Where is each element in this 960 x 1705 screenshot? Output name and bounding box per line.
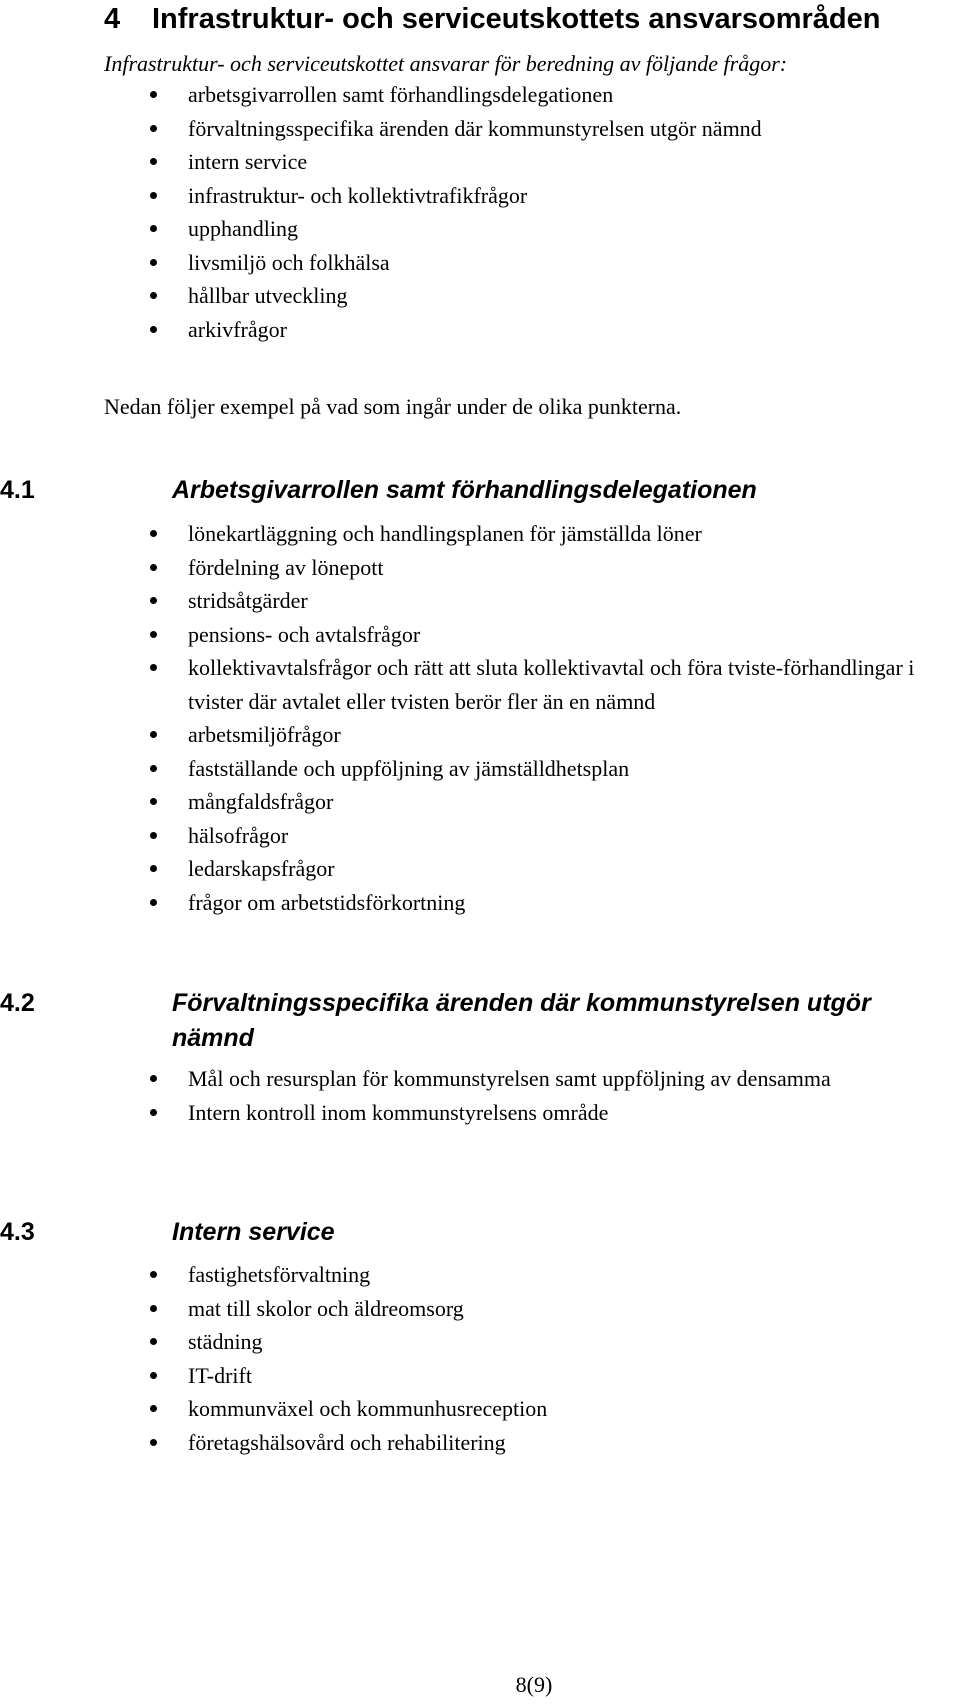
list-item: pensions- och avtalsfrågor: [0, 618, 960, 652]
bullet-icon: [150, 765, 157, 772]
list-item: mångfaldsfrågor: [0, 785, 960, 819]
bullet-icon: [150, 832, 157, 839]
list-item: infrastruktur- och kollektivtrafikfrågor: [0, 179, 960, 213]
subsection-4-3-list: [0, 1258, 960, 1459]
list-item: förvaltningsspecifika ärenden där kommunstyrelsen utgör nämnd: [0, 112, 960, 146]
bullet-icon: [150, 1439, 157, 1446]
list-item: frågor om arbetstidsförkortning: [0, 886, 960, 920]
section-number: 4: [104, 3, 121, 35]
bullet-icon: [150, 1305, 157, 1312]
bullet-icon: [150, 1271, 157, 1278]
list-item: ledarskapsfrågor: [0, 852, 960, 886]
bullet-icon: [150, 225, 157, 232]
list-item: fastighetsförvaltning: [0, 1258, 960, 1292]
list-item: stridsåtgärder: [0, 584, 960, 618]
bullet-icon: [150, 597, 157, 604]
bullet-icon: [150, 664, 157, 671]
bullet-icon: [150, 1109, 157, 1116]
section-title: Infrastruktur- och serviceutskottets ansvarsområden: [152, 3, 881, 35]
list-item: kommunväxel och kommunhusreception: [0, 1392, 960, 1426]
bullet-icon: [150, 1075, 157, 1082]
subsection-4-2-list: [0, 1062, 960, 1129]
list-item: livsmiljö och folkhälsa: [0, 246, 960, 280]
list-item: hälsofrågor: [0, 819, 960, 853]
list-item: kollektivavtalsfrågor och rätt att sluta kollektivavtal och föra tviste-förhandlingar i tvister där avtalet eller tvisten berör fler än en nämnd: [0, 651, 958, 718]
subsection-title: Förvaltningsspecifika ärenden där kommunstyrelsen utgör nämnd: [172, 989, 871, 1052]
bullet-icon: [150, 865, 157, 872]
bullet-icon: [150, 91, 157, 98]
list-item: arkivfrågor: [0, 313, 960, 347]
bullet-icon: [150, 1338, 157, 1345]
list-item: mat till skolor och äldreomsorg: [0, 1292, 960, 1326]
list-item: upphandling: [0, 212, 960, 246]
bullet-icon: [150, 631, 157, 638]
bullet-icon: [150, 192, 157, 199]
list-item: fördelning av lönepott: [0, 551, 960, 585]
list-item: Mål och resursplan för kommunstyrelsen samt uppföljning av densamma: [0, 1062, 898, 1096]
subsection-number: 4.1: [0, 476, 35, 504]
list-item: företagshälsovård och rehabilitering: [0, 1426, 960, 1460]
list-item: lönekartläggning och handlingsplanen för jämställda löner: [0, 517, 960, 551]
list-item: IT-drift: [0, 1359, 960, 1393]
subsection-title: Arbetsgivarrollen samt förhandlingsdelegationen: [172, 476, 757, 504]
subsection-number: 4.2: [0, 989, 35, 1017]
bullet-icon: [150, 564, 157, 571]
section-heading: [104, 0, 880, 38]
list-item: städning: [0, 1325, 960, 1359]
subsection-number: 4.3: [0, 1218, 35, 1246]
bullet-icon: [150, 731, 157, 738]
page-number: 8(9): [515, 1672, 553, 1697]
bullet-icon: [150, 326, 157, 333]
bullet-icon: [150, 798, 157, 805]
bullet-icon: [150, 125, 157, 132]
list-item: hållbar utveckling: [0, 279, 960, 313]
subsection-title: Intern service: [172, 1218, 335, 1246]
subsection-heading-4-3: [0, 1215, 952, 1250]
subsection-4-1-list: [0, 517, 960, 919]
bullet-icon: [150, 1405, 157, 1412]
section-bullet-list: [0, 78, 960, 346]
list-item: arbetsmiljöfrågor: [0, 718, 960, 752]
list-item: fastställande och uppföljning av jämställdhetsplan: [0, 752, 960, 786]
list-item: arbetsgivarrollen samt förhandlingsdelegationen: [0, 78, 960, 112]
bullet-icon: [150, 899, 157, 906]
section-intro: Infrastruktur- och serviceutskottet ansvarar för beredning av följande frågor:: [104, 51, 788, 76]
bullet-icon: [150, 530, 157, 537]
bullet-icon: [150, 292, 157, 299]
bullet-icon: [150, 259, 157, 266]
list-item: Intern kontroll inom kommunstyrelsens område: [0, 1096, 960, 1130]
list-item: intern service: [0, 145, 960, 179]
section-note: Nedan följer exempel på vad som ingår under de olika punkterna.: [104, 394, 682, 419]
subsection-heading-4-2: [0, 986, 952, 1056]
subsection-heading-4-1: [0, 473, 952, 508]
bullet-icon: [150, 1372, 157, 1379]
bullet-icon: [150, 158, 157, 165]
